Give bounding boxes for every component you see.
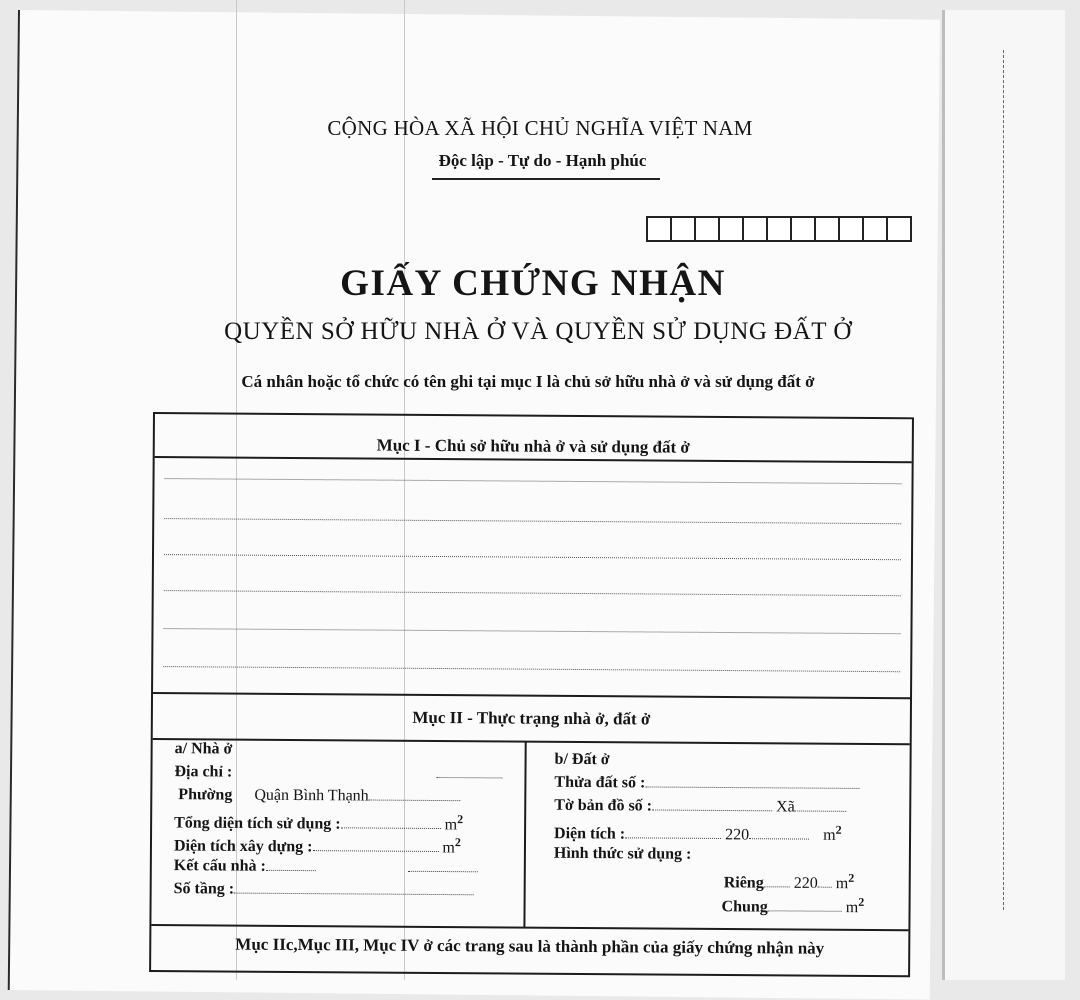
certificate-intro: Cá nhân hoặc tổ chức có tên ghi tại mục I là chủ sở hữu nhà ở và sử dụng đất ở — [241, 372, 815, 391]
commune-label: Xã — [775, 798, 795, 816]
shared-row: Chung $m^2$ — [721, 894, 865, 917]
ward-label: Phường — [178, 786, 233, 804]
private-label: Riêng — [723, 874, 764, 892]
land-area-unit: m — [823, 827, 836, 845]
certificate-subtitle: QUYỀN SỞ HỮU NHÀ Ở VÀ QUYỀN SỬ DỤNG ĐẤT Ở — [224, 318, 852, 345]
column-divider — [523, 742, 526, 928]
built-area-label: Diện tích xây dựng : — [173, 837, 313, 856]
map-sheet-label: Tờ bản đồ số : — [554, 796, 653, 815]
floors-row — [174, 880, 475, 900]
address-row — [174, 763, 502, 783]
section2-heading: Mục II - Thực trạng nhà ở, đất ở — [412, 707, 651, 729]
floors-label: Số tầng : — [173, 880, 235, 898]
structure-row — [174, 857, 478, 877]
divider — [151, 924, 908, 931]
certificate-title: GIẤY CHỨNG NHẬN — [340, 263, 726, 304]
divider — [153, 692, 910, 699]
usage-label: Hình thức sử dụng : — [553, 844, 692, 863]
land-label: b/ Đất ở — [554, 750, 610, 769]
section1-heading: Mục I - Chủ sở hữu nhà ở và sử dụng đất ở — [376, 435, 690, 457]
land-area-row: Diện tích : 220 $m^2$ — [554, 822, 842, 845]
owner-line — [163, 628, 900, 634]
private-unit: m — [835, 875, 849, 893]
house-label: a/ Nhà ở — [174, 740, 233, 758]
plot-label: Thửa đất số : — [554, 773, 646, 792]
national-motto: Độc lập - Tự do - Hạnh phúc — [438, 151, 647, 170]
total-area-row: Tổng diện tích sử dụng : $m^2$ — [174, 812, 464, 834]
shared-unit: m — [845, 899, 859, 917]
structure-label: Kết cấu nhà : — [173, 857, 266, 875]
total-area-label: Tổng diện tích sử dụng : — [174, 814, 341, 833]
land-area-value: 220 — [725, 826, 750, 844]
land-area-label: Diện tích : — [554, 825, 626, 843]
owner-line — [164, 554, 901, 560]
private-row: Riêng 220 $m^2$ — [723, 870, 855, 893]
republic-name: CỘNG HÒA XÃ HỘI CHỦ NGHĨA VIỆT NAM — [327, 116, 753, 140]
motto-underline — [432, 178, 660, 180]
footer-note: Mục IIc,Mục III, Mục IV ở các trang sau là thành phần của giấy chứng nhận này — [235, 934, 825, 958]
divider — [153, 738, 910, 745]
plot-row — [554, 774, 859, 794]
owner-line — [164, 518, 901, 524]
owner-line — [163, 666, 900, 672]
built-area-unit: m — [442, 839, 455, 857]
serial-number-boxes — [648, 216, 912, 242]
built-area-row: Diện tích xây dựng : $m^2$ — [173, 835, 462, 857]
private-value: 220 — [793, 874, 818, 892]
address-label: Địa chỉ : — [174, 763, 233, 781]
owner-line — [164, 590, 901, 596]
owner-line — [165, 478, 902, 484]
certificate-form — [149, 412, 914, 977]
total-area-unit: m — [444, 816, 458, 834]
ward-row — [178, 786, 461, 806]
shared-label: Chung — [721, 898, 768, 916]
map-sheet-row — [554, 797, 847, 817]
district-value: Quận Bình Thạnh — [254, 786, 369, 805]
